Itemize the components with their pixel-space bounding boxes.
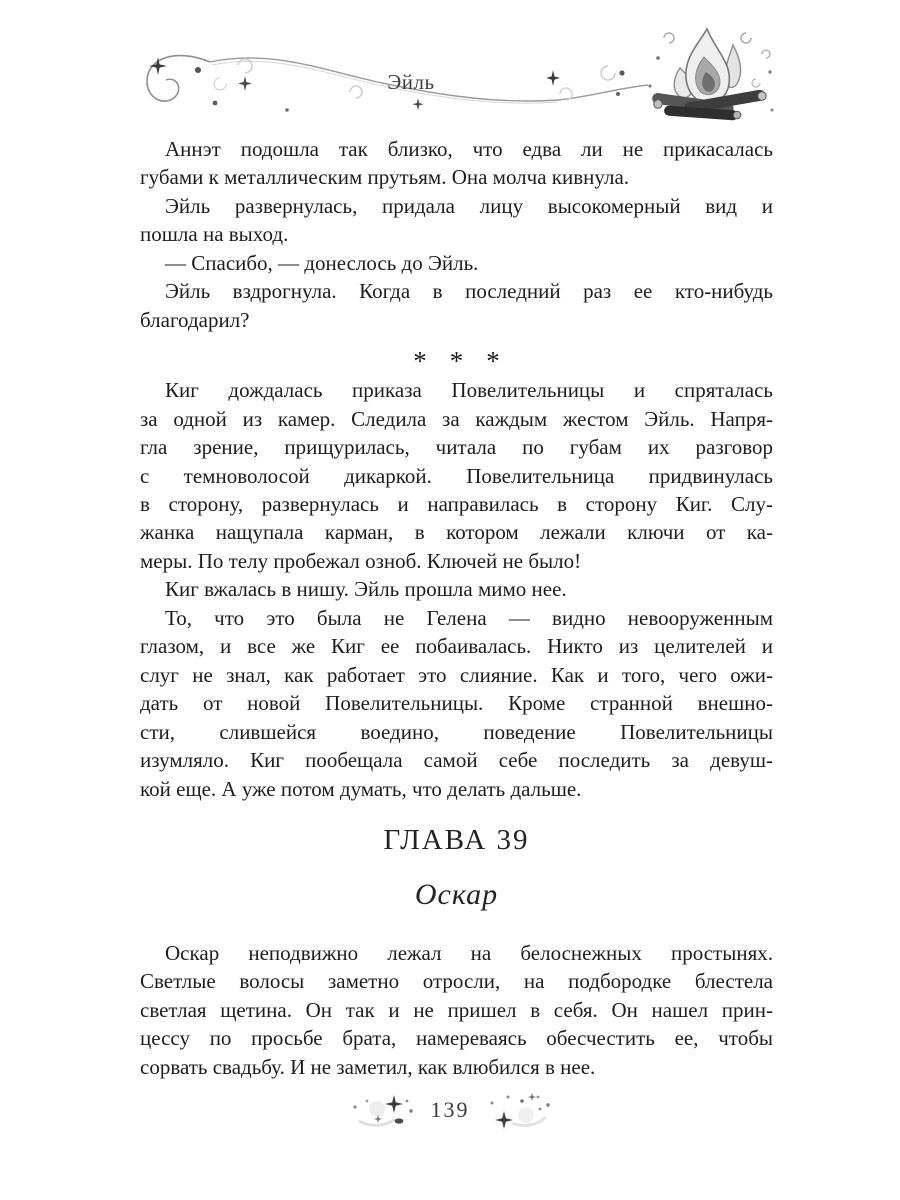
paragraph: [140, 376, 773, 575]
paragraph: [140, 939, 773, 1081]
text-line: пошла на выход.: [140, 222, 289, 247]
text-line: светлая щетина. Он так и не пришел в себя. Он нашел прин-: [140, 997, 773, 1022]
text-line: цессу по просьбе брата, намереваясь обесчестить ее, чтобы: [140, 1026, 773, 1051]
paragraph: [140, 604, 773, 803]
text-line: Киг вжалась в нишу. Эйль прошла мимо нее.: [165, 577, 567, 602]
text-line: гла зрение, прищурилась, читала по губам их разговор: [140, 435, 773, 460]
text-line: слуг не знал, как работает это слияние. Как и того, чего ожи-: [140, 662, 773, 687]
text-line: сти, слившейся воедино, поведение Повелительницы: [140, 719, 773, 744]
paragraph: [140, 192, 773, 249]
text-line: Светлые волосы заметно отросли, на подбородке блестела: [140, 969, 773, 994]
footer-sparkle-right-icon: [482, 1091, 554, 1129]
text-line: в сторону, развернулась и направилась в сторону Киг. Слу-: [140, 491, 773, 516]
chapter-title-heading: Оскар: [414, 877, 499, 911]
text-line: — Спасибо, — донеслось до Эйль.: [165, 250, 479, 275]
text-line: То, что это была не Гелена — видно невооруженным: [165, 605, 773, 630]
page-footer: [0, 1090, 900, 1130]
separator-asterisk: *: [449, 345, 464, 376]
text-line: с темноволосой дикаркой. Повелительница придвинулась: [140, 463, 773, 488]
text-line: губами к металлическим прутьям. Она молча кивнула.: [140, 165, 630, 190]
running-title: Эйль: [387, 70, 435, 94]
separator-asterisk: *: [413, 345, 427, 376]
paragraph: [140, 249, 773, 277]
text-line: Аннэт подошла так близко, что едва ли не прикасалась: [165, 137, 773, 161]
text-line: дать от новой Повелительницы. Кроме странной внешно-: [140, 691, 773, 716]
section-separator: [140, 334, 773, 376]
text-line: кой еще. А уже потом думать, что делать дальше.: [140, 776, 582, 801]
text-line: глазом, и все же Киг ее побаивалась. Никто из целителей и: [140, 634, 773, 659]
text-line: благодарил?: [140, 307, 250, 332]
paragraph: [140, 575, 773, 603]
text-line: Эйль развернулась, придала лицу высокомерный вид и: [165, 193, 773, 218]
text-line: изумляло. Киг пообещала самой себе последить за девуш-: [140, 748, 773, 773]
footer-sparkle-left-icon: [347, 1091, 419, 1129]
text-line: меры. По телу пробежал озноб. Ключей не было!: [140, 548, 582, 573]
campfire-icon: [638, 24, 780, 126]
chapter-number-heading: ГЛАВА 39: [383, 823, 530, 856]
text-line: Оскар неподвижно лежал на белоснежных простынях.: [165, 940, 773, 965]
separator-asterisk: *: [486, 345, 500, 376]
page-text-column: [140, 135, 773, 1081]
text-line: Киг дождалась приказа Повелительницы и спряталась: [165, 378, 773, 403]
page-number: 139: [430, 1097, 470, 1122]
paragraph: [140, 135, 773, 192]
paragraph: [140, 277, 773, 334]
text-line: сорвать свадьбу. И не заметил, как влюбился в нее.: [140, 1054, 596, 1079]
text-line: жанка нащупала карман, в котором лежали ключи от ка-: [140, 520, 773, 545]
text-line: Эйль вздрогнула. Когда в последний раз ее кто-нибудь: [165, 279, 773, 304]
text-line: за одной из камер. Следила за каждым жестом Эйль. Напря-: [140, 406, 773, 431]
